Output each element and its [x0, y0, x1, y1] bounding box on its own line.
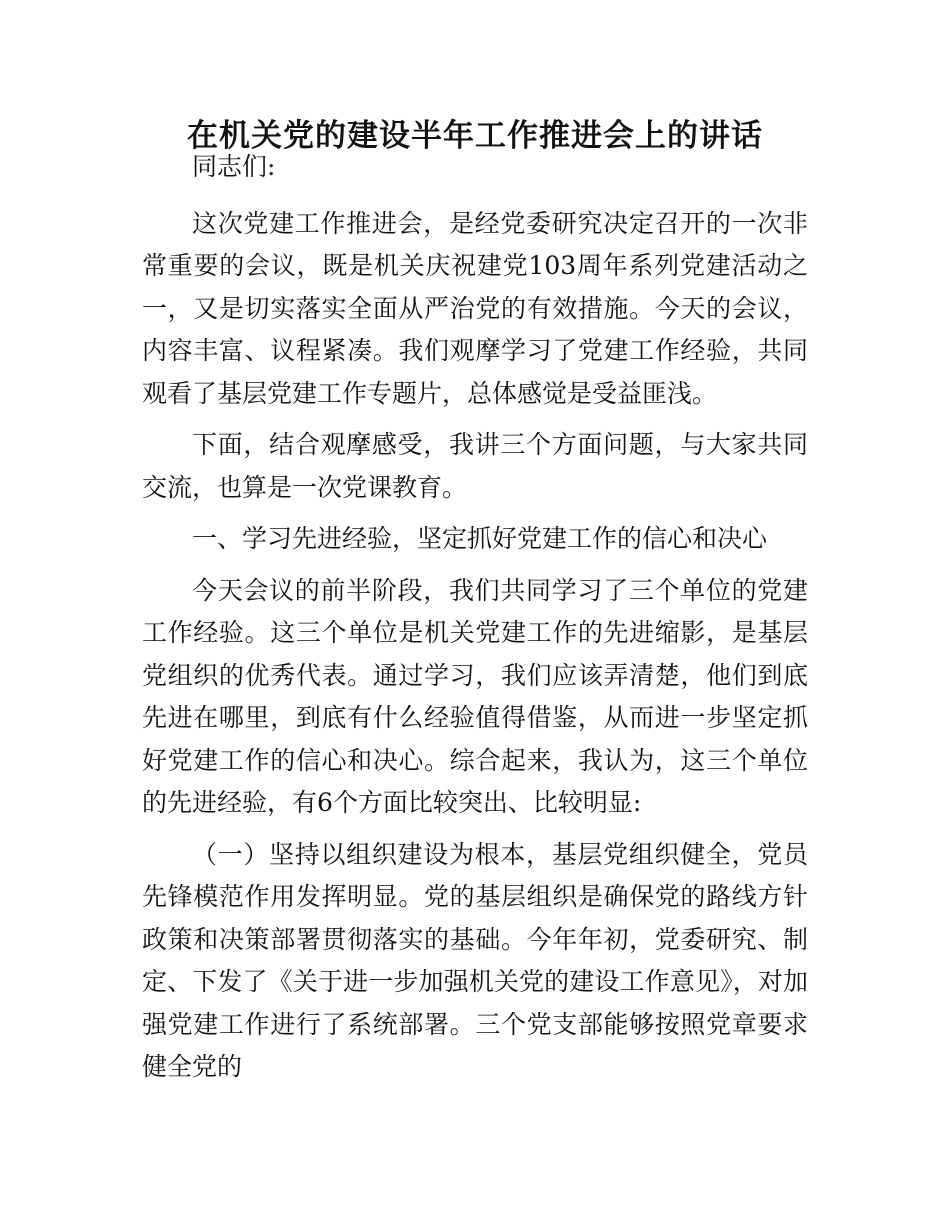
salutation: 同志们: [192, 152, 276, 181]
paragraph-section-1: 今天会议的前半阶段，我们共同学习了三个单位的党建工作经验。这三个单位是机关党建工作的先进缩影，是基层党组织的优秀代表。通过学习，我们应该弄清楚，他们到底先进在哪里，到底有什么经验值得借鉴，从而进一步坚定抓好党建工作的信心和决心。综合起来，我认为，这三个单位的先进经验，有6个方面比较突出、比较明显: [142, 575, 808, 817]
paragraph-intro: 这次党建工作推进会，是经党委研究决定召开的一次非常重要的会议，既是机关庆祝建党103周年系列党建活动之一，又是切实落实全面从严治党的有效措施。今天的会议，内容丰富、议程紧凑。我们观摩学习了党建工作经验，共同观看了基层党建工作专题片，总体感觉是受益匪浅。 [142, 208, 808, 408]
paragraph-subsection-1: （一）坚持以组织建设为根本，基层党组织健全，党员先锋模范作用发挥明显。党的基层组织是确保党的路线方针政策和决策部署贯彻落实的基础。今年年初，党委研究、制定、下发了《关于进一步加强机关党的建设工作意见》，对加强党建工作进行了系统部署。三个党支部能够按照党章要求健全党的 [142, 839, 808, 1081]
document-title: 在机关党的建设半年工作推进会上的讲话 [187, 118, 763, 154]
section-heading-1: 一、学习先进经验，坚定抓好党建工作的信心和决心 [192, 524, 768, 553]
document-body [142, 146, 808, 1089]
paragraph-outline: 下面，结合观摩感受，我讲三个方面问题，与大家共同交流，也算是一次党课教育。 [142, 430, 808, 502]
